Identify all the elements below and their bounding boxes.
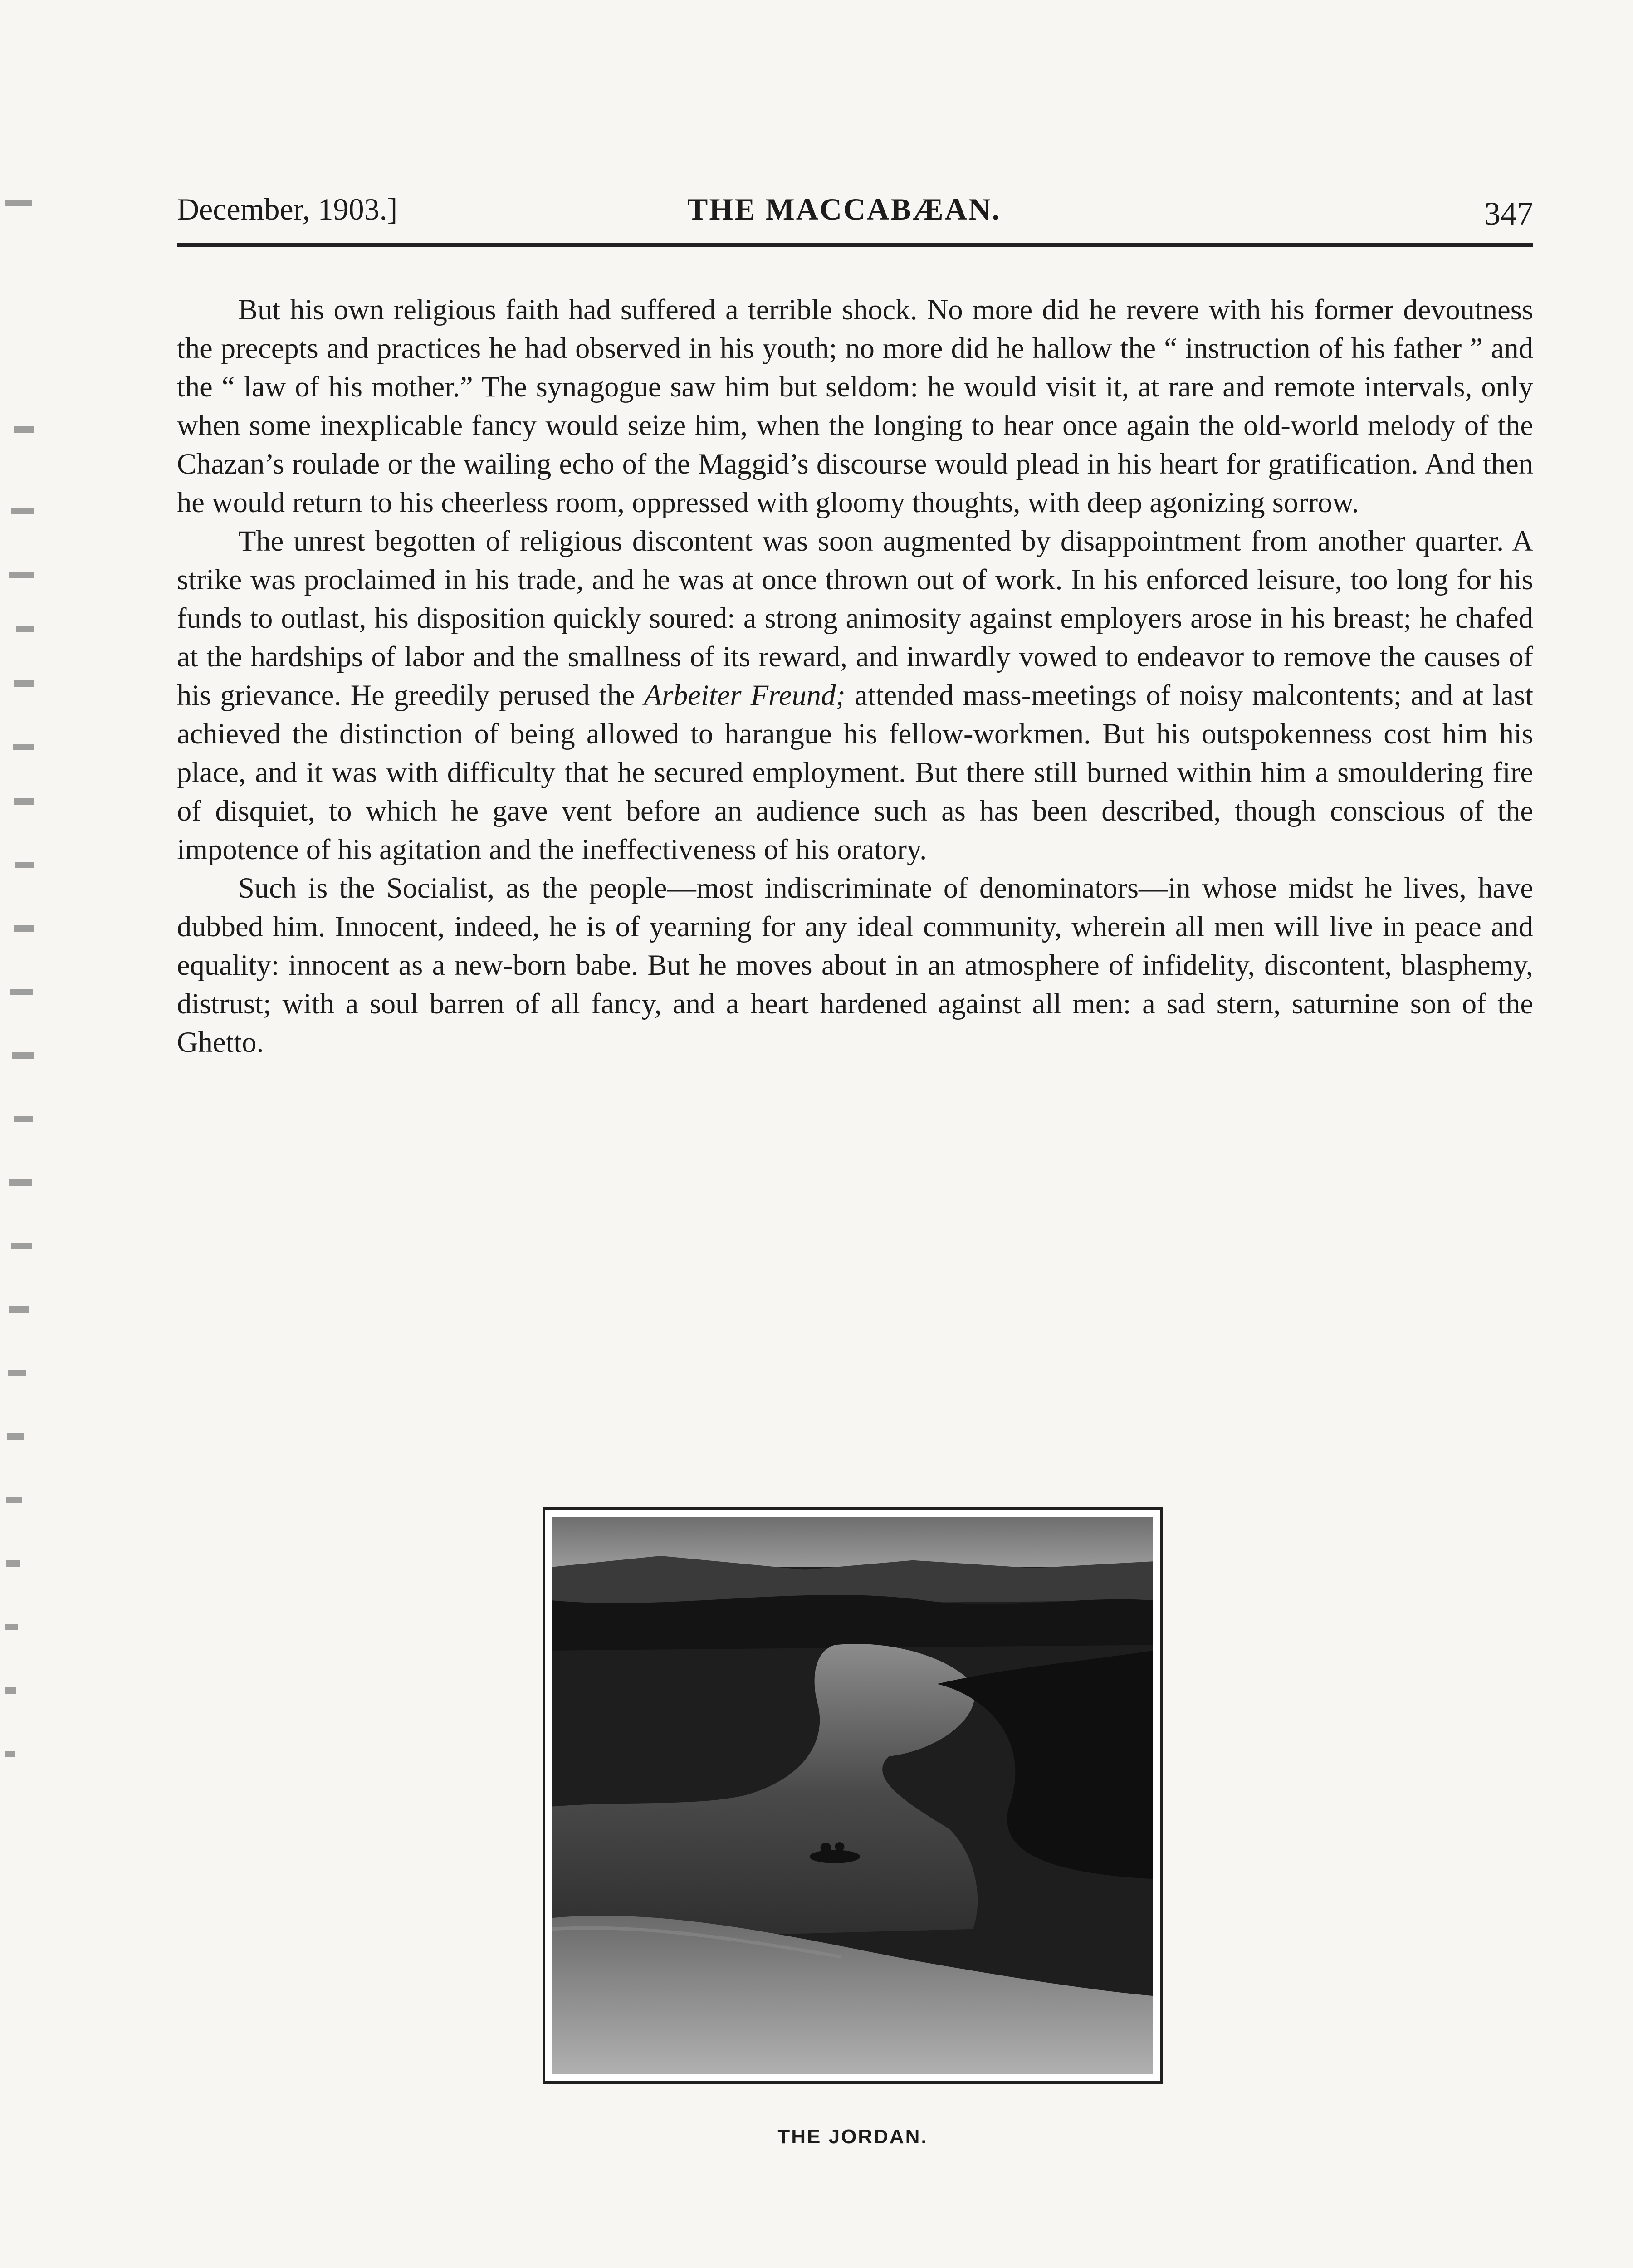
journal-title: THE MACCABÆAN. — [687, 192, 1001, 226]
page-number: 347 — [1484, 196, 1533, 232]
photo-caption: THE JORDAN. — [777, 2126, 928, 2148]
paragraph: But his own religious faith had suffered a terrible shock. No more did he revere with his former devoutness the precepts and practices he had observed in his youth; no more did he hallow the “ instruction of his father ” and the “ law of his mother.” The synagogue saw him but seldom: he would visit it, at rare and remote intervals, only when some inexplicable fancy would seize him, when the longing to hear once again the old-world melody of the Chazan’s roulade or the wailing echo of the Maggid’s discourse would plead in his heart for gratification. And then he would return to his cheerless room, oppressed with gloomy thoughts, with deep agonizing sorrow. — [177, 293, 1533, 518]
issue-date: December, 1903.] — [177, 192, 398, 226]
jordan-photograph — [543, 1507, 1163, 2084]
paragraph — [177, 522, 1533, 869]
newspaper-title: Arbeiter Freund; — [644, 679, 846, 711]
paragraph: Such is the Socialist, as the people—most indiscriminate of denominators—in whose midst he lives, have dubbed him. Innocent, indeed, he is of yearning for any ideal community, wherein all men will live in peace and equality: innocent as a new-born babe. But he moves about in an atmosphere of infidelity, discontent, blasphemy, distrust; with a soul barren of all fancy, and a heart hardened against all men: a sad stern, saturnine son of the Ghetto. — [177, 872, 1533, 1058]
running-header — [177, 186, 1533, 236]
paragraph-text: attended mass-meetings of noisy malcontents; and at last achieved the distinction of being allowed to harangue his fellow-workmen. But his outspokenness cost him his place, and it was with difficulty that he secured employment. But there still burned within him a smouldering fire of disquiet, to which he gave vent before an audience such as has been described, though conscious of the impotence of his agitation and the ineffectiveness of his oratory. — [177, 679, 1534, 865]
header-rule — [177, 243, 1533, 247]
article-body — [177, 290, 1533, 1061]
river-landscape-image — [552, 1517, 1153, 2074]
paragraph-text: The unrest begotten of religious discontent was soon augmented by disappointment from another quarter. A strike was proclaimed in his trade, and he was at once thrown out of work. In his enforced leisure, too long for his funds to outlast, his disposition quickly soured: a strong animosity against employers arose in his breast; he chafed at the hardships of labor and the smallness of its reward, and inwardly vowed to endeavor to remove the causes of his grievance. He greedily perused the — [177, 525, 1533, 711]
previous-page-bleed — [0, 172, 41, 1805]
